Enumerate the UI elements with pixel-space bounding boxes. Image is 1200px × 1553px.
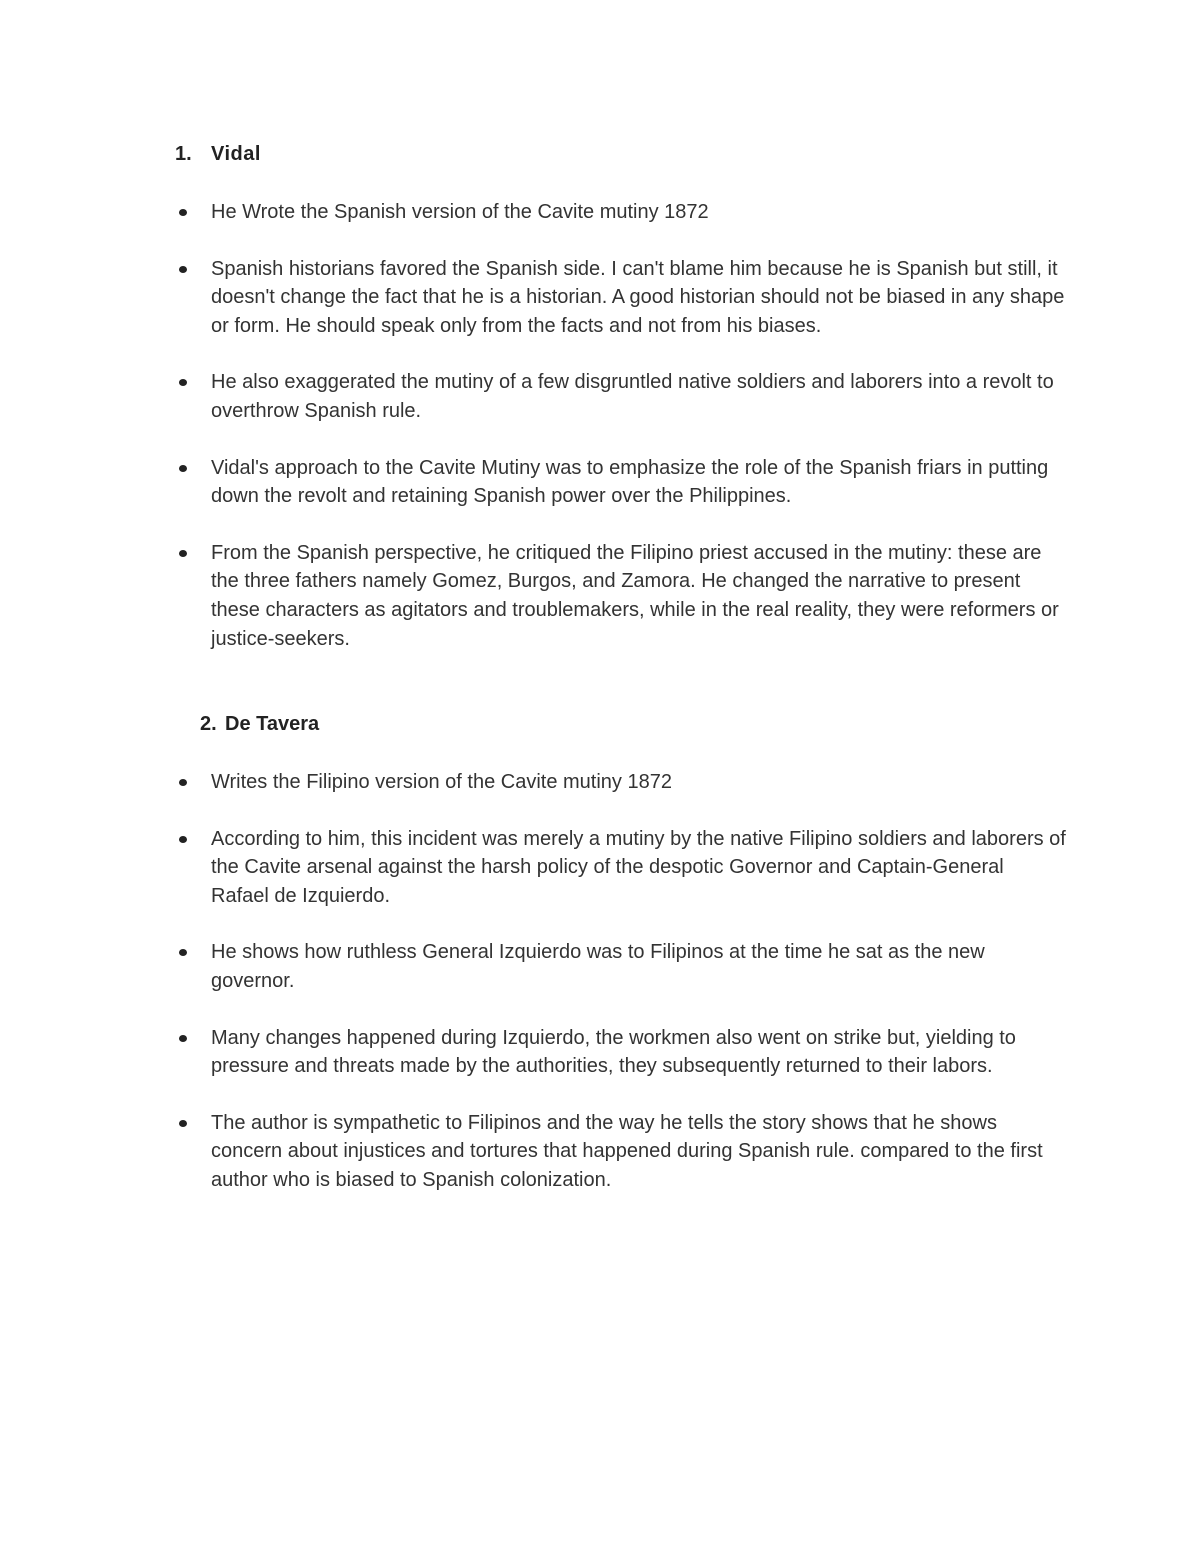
bullet-list	[0, 198, 1200, 653]
list-item-text: From the Spanish perspective, he critiqued the Filipino priest accused in the mutiny: these are the three fathers namely Gomez, Burgos, and Zamora. He changed the narrative to present these characters as agitators and troublemakers, while in the real reality, they were reformers or justice-seekers.	[211, 541, 1059, 650]
section-number: 1.	[175, 143, 192, 165]
list-item	[0, 454, 1200, 511]
bullet-icon	[179, 1120, 187, 1127]
section-number: 2.	[200, 713, 217, 735]
section-heading	[0, 710, 1200, 738]
list-item-text: The author is sympathetic to Filipinos and the way he tells the story shows that he shows concern about injustices and tortures that happened during Spanish rule. compared to the first author who is biased to Spanish colonization.	[211, 1111, 1043, 1191]
bullet-icon	[179, 266, 187, 273]
list-item	[0, 938, 1200, 995]
bullet-icon	[179, 379, 187, 386]
bullet-icon	[179, 465, 187, 472]
list-item-text: Many changes happened during Izquierdo, the workmen also went on strike but, yielding to pressure and threats made by the authorities, they subsequently returned to their labors.	[211, 1026, 1016, 1078]
list-item-text: According to him, this incident was merely a mutiny by the native Filipino soldiers and laborers of the Cavite arsenal against the harsh policy of the despotic Governor and Captain-General Rafael de Izquierdo.	[211, 827, 1066, 907]
section-title: Vidal	[211, 143, 261, 165]
bullet-icon	[179, 949, 187, 956]
list-item	[0, 768, 1200, 797]
list-item	[0, 198, 1200, 227]
list-item	[0, 1109, 1200, 1195]
list-item	[0, 1024, 1200, 1081]
section-de-tavera	[0, 710, 1200, 1223]
list-item	[0, 825, 1200, 911]
list-item-text: He Wrote the Spanish version of the Cavite mutiny 1872	[211, 201, 709, 223]
list-item-text: He shows how ruthless General Izquierdo was to Filipinos at the time he sat as the new governor.	[211, 941, 985, 992]
section-vidal	[0, 140, 1200, 681]
list-item	[0, 539, 1200, 653]
bullet-icon	[179, 209, 187, 216]
bullet-icon	[179, 550, 187, 557]
list-item	[0, 368, 1200, 425]
section-heading	[0, 140, 1200, 168]
list-item-text: Vidal's approach to the Cavite Mutiny was to emphasize the role of the Spanish friars in putting down the revolt and retaining Spanish power over the Philippines.	[211, 456, 1049, 508]
list-item-text: Writes the Filipino version of the Cavite mutiny 1872	[211, 771, 672, 793]
list-item-text: He also exaggerated the mutiny of a few disgruntled native soldiers and laborers into a revolt to overthrow Spanish rule.	[211, 371, 1054, 422]
section-title: De Tavera	[225, 713, 320, 735]
list-item	[0, 255, 1200, 341]
bullet-list	[0, 768, 1200, 1195]
list-item-text: Spanish historians favored the Spanish side. I can't blame him because he is Spanish but still, it doesn't change the fact that he is a historian. A good historian should not be biased in any shape or form. He should speak only from the facts and not from his biases.	[211, 257, 1065, 337]
bullet-icon	[179, 779, 187, 786]
bullet-icon	[179, 1035, 187, 1042]
bullet-icon	[179, 836, 187, 843]
